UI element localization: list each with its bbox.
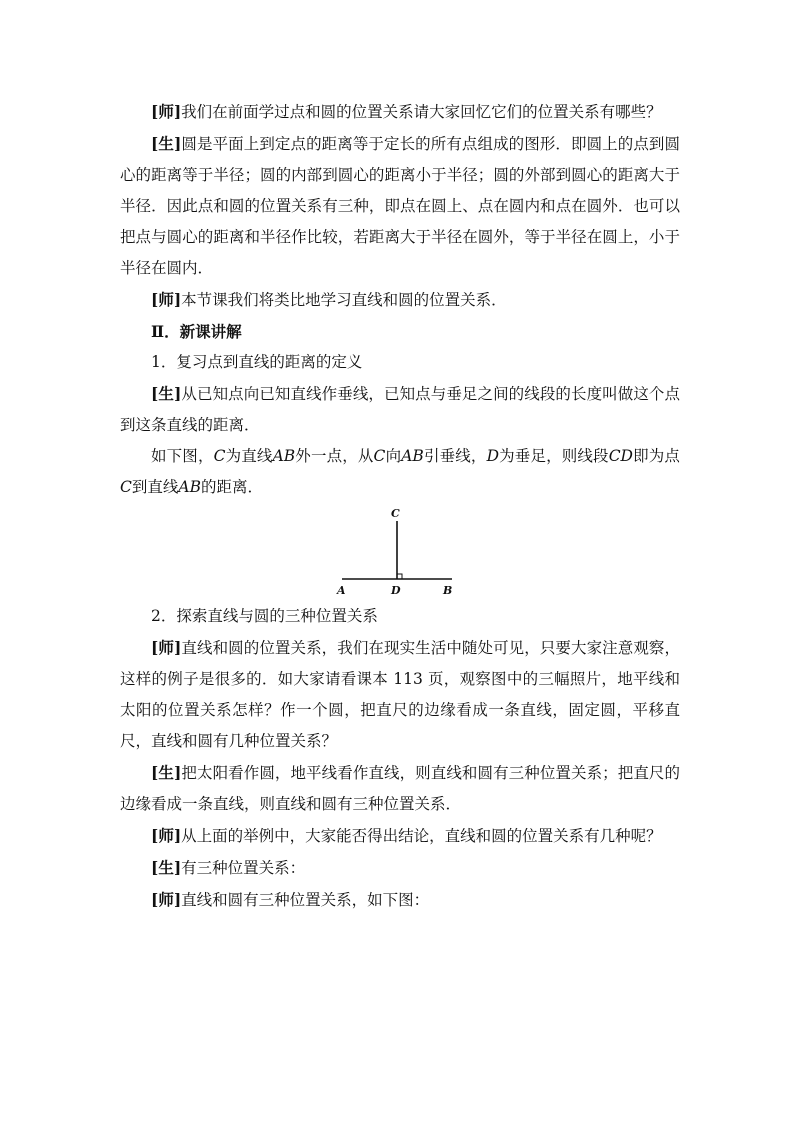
paragraph-text: 从上面的举例中，大家能否得出结论，直线和圆的位置关系有几种呢？ — [181, 827, 662, 845]
text-run: 到直线 — [131, 478, 179, 496]
speaker-tag: [生] — [151, 858, 182, 877]
section-heading-new-lesson: Ⅱ．新课讲解 — [151, 322, 242, 341]
paragraph-text: 直线和圆有三种位置关系，如下图： — [181, 891, 430, 909]
text-run: 如下图， — [151, 447, 214, 465]
paragraph-text: 从已知点向已知直线作垂线，已知点与垂足之间的线段的长度叫做这个点到这条直线的距离． — [120, 385, 680, 434]
label-d: D — [391, 584, 401, 597]
perpendicular-figure — [120, 503, 680, 601]
paragraph-teacher-2 — [120, 284, 680, 316]
paragraph-teacher-1 — [120, 96, 680, 128]
math-variable: D — [486, 447, 499, 465]
math-variable: CD — [608, 447, 633, 465]
paragraph-student-1 — [120, 128, 680, 284]
subheading-review-distance: 1．复习点到直线的距离的定义 — [151, 353, 363, 371]
speaker-tag: [师] — [151, 826, 182, 845]
paragraph-text: 本节课我们将类比地学习直线和圆的位置关系． — [181, 291, 507, 309]
paragraph-text: 有三种位置关系： — [181, 859, 306, 877]
speaker-tag: [生] — [151, 134, 182, 153]
math-variable: AB — [272, 447, 296, 465]
speaker-tag: [师] — [151, 290, 182, 309]
speaker-tag: [生] — [151, 384, 182, 403]
math-variable: AB — [401, 447, 424, 465]
label-b: B — [443, 584, 453, 597]
math-variable: AB — [178, 478, 201, 496]
paragraph-student-2 — [120, 378, 680, 441]
text-run: 向 — [385, 447, 402, 465]
paragraph-text: 圆是平面上到定点的距离等于定长的所有点组成的图形．即圆上的点到圆心的距离等于半径；圆的内部到圆心的距离小于半径；圆的外部到圆心的距离大于半径．因此点和圆的位置关系有三种，即点在圆上、点在圆内和点在圆外．也可以把点与圆心的距离和半径作比较，若距离大于半径在圆外，等于半径在圆上，小于半径在圆内． — [120, 135, 680, 277]
text-run: 的距离． — [200, 478, 263, 496]
perpendicular-diagram — [120, 503, 680, 601]
subheading-explore-relations: 2．探索直线与圆的三种位置关系 — [151, 607, 378, 625]
math-variable: C — [373, 447, 386, 465]
text-run: 为直线 — [225, 447, 273, 465]
paragraph-figure-description — [120, 441, 680, 503]
text-run: 外一点，从 — [295, 447, 374, 465]
speaker-tag: [师] — [151, 638, 182, 657]
paragraph-text: 把太阳看作圆，地平线看作直线，则直线和圆有三种位置关系；把直尺的边缘看成一条直线，则直线和圆有三种位置关系． — [120, 764, 680, 813]
paragraph-text: 我们在前面学过点和圆的位置关系请大家回忆它们的位置关系有哪些？ — [181, 103, 662, 121]
text-run: 引垂线， — [423, 447, 487, 465]
label-a: A — [337, 584, 346, 597]
label-c: C — [391, 507, 400, 520]
paragraph-text: 直线和圆的位置关系，我们在现实生活中随处可见，只要大家注意观察，这样的例子是很多的．如大家请看课本 113 页，观察图中的三幅照片，地平线和太阳的位置关系怎样？作一个圆，把直尺的边缘看成一条直线，固定圆，平移直尺，直线和圆有几种位置关系？ — [120, 639, 680, 750]
text-run: 即为点 — [632, 447, 680, 465]
speaker-tag: [师] — [151, 890, 182, 909]
paragraph-teacher-3 — [120, 632, 680, 757]
paragraph-student-4 — [120, 852, 680, 884]
math-variable: C — [120, 478, 132, 496]
speaker-tag: [生] — [151, 763, 182, 782]
paragraph-teacher-4 — [120, 820, 680, 852]
document-body — [120, 96, 680, 916]
paragraph-teacher-5 — [120, 884, 680, 916]
paragraph-student-3 — [120, 757, 680, 820]
speaker-tag: [师] — [151, 102, 182, 121]
math-variable: C — [213, 447, 226, 465]
text-run: 为垂足，则线段 — [499, 447, 609, 465]
